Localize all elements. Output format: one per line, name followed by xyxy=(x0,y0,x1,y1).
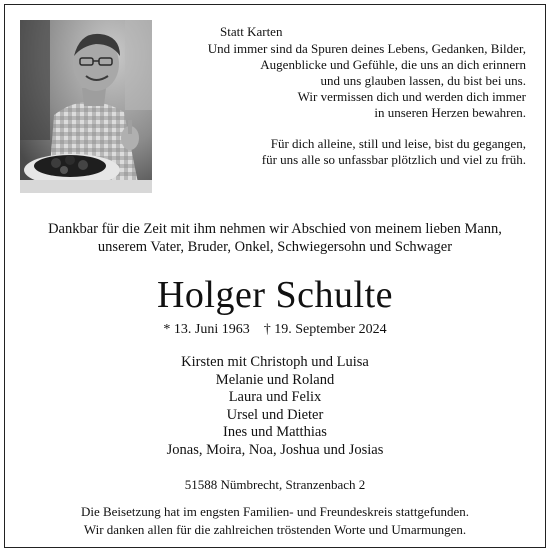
family-address: 51588 Nümbrecht, Stranzenbach 2 xyxy=(184,477,366,492)
poem-line: Augenblicke und Gefühle, die uns an dich erinnern xyxy=(260,57,526,72)
poem-line: in unseren Herzen bewahren. xyxy=(374,105,526,120)
closing-line: Wir danken allen für die zahlreichen tröstenden Worte und Umarmungen. xyxy=(83,522,467,537)
birth-date: * 13. Juni 1963 xyxy=(163,322,250,337)
portrait-photo-image xyxy=(20,20,152,193)
poem-stanza-1 xyxy=(208,41,526,121)
deceased-name: Holger Schulte xyxy=(156,274,393,316)
intro-text xyxy=(5,220,545,256)
poem-line: Für dich alleine, still und leise, bist du gegangen, xyxy=(270,136,526,151)
mourner-line: Melanie und Roland xyxy=(215,371,335,388)
intro-line: unserem Vater, Bruder, Onkel, Schwiegersohn und Schwager xyxy=(97,239,453,255)
poem-line: Und immer sind da Spuren deines Lebens, Gedanken, Bilder, xyxy=(207,41,526,56)
mourner-line: Ines und Matthias xyxy=(223,424,327,440)
poem-stanza-2 xyxy=(262,136,526,168)
obituary-notice xyxy=(4,4,546,548)
poem-line: Wir vermissen dich und werden dich immer xyxy=(297,89,526,104)
mourner-line: Jonas, Moira, Noa, Joshua und Josias xyxy=(166,441,384,458)
life-dates xyxy=(5,321,545,339)
statt-karten-label: Statt Karten xyxy=(220,24,283,39)
closing-line: Die Beisetzung hat im engsten Familien- und Freundeskreis stattgefunden. xyxy=(80,504,470,519)
mourner-line: Laura und Felix xyxy=(228,389,322,405)
intro-line: Dankbar für die Zeit mit ihm nehmen wir Abschied von meinem lieben Mann, xyxy=(48,221,502,237)
poem-line: und uns glauben lassen, du bist bei uns. xyxy=(320,73,526,88)
mourner-line: Kirsten mit Christoph und Luisa xyxy=(181,354,369,370)
portrait-photo xyxy=(20,20,152,193)
mourner-line: Ursel und Dieter xyxy=(226,406,324,423)
mourners-list xyxy=(5,354,545,459)
closing-text xyxy=(5,503,545,539)
poem-line: für uns alle so unfassbar plötzlich und viel zu früh. xyxy=(261,152,526,167)
death-date: † 19. September 2024 xyxy=(263,322,387,337)
